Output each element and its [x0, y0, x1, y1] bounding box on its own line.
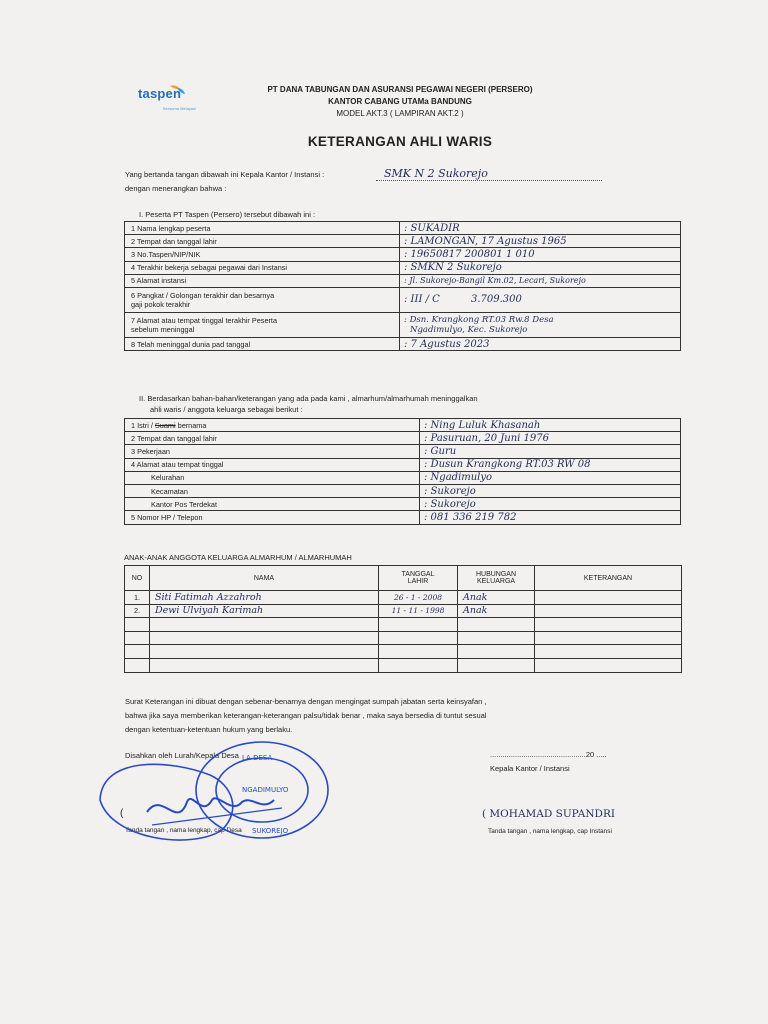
cell-no: 2. [125, 604, 150, 618]
cell-keterangan [535, 604, 682, 618]
row-label: 4 Alamat atau tempat tinggal [125, 458, 420, 471]
row-label [125, 312, 400, 337]
cell-tanggal: 11 - 11 - 1998 [379, 604, 458, 618]
closing-line-2: bahwa jika saya memberikan keterangan-keterangan palsu/tidak benar , maka saya bersedia di tuntut sesual [125, 711, 487, 720]
cell-no [125, 658, 150, 672]
svg-text:SUKOREJO: SUKOREJO [252, 827, 289, 835]
cell-hubungan: Anak [458, 604, 535, 618]
cell-tanggal: 26 - 1 - 2008 [379, 591, 458, 605]
label-prefix: 1 Istri / [131, 420, 155, 430]
right-sign-caption: Kepala Kantor / Instansi [490, 764, 570, 773]
svg-text:LA DESA: LA DESA [242, 754, 273, 762]
row-value: : SUKADIR [400, 222, 681, 235]
row-label: 1 Nama lengkap peserta [125, 222, 400, 235]
row-label-line1: 7 Alamat atau tempat tinggal terakhir Peserta [131, 315, 278, 325]
row-value: : LAMONGAN, 17 Agustus 1965 [400, 235, 681, 248]
row-label-line1: 6 Pangkat / Golongan terakhir dan besarnya [131, 290, 275, 300]
row-value: : Ning Luluk Khasanah [420, 419, 681, 432]
table-row [125, 645, 682, 659]
cell-keterangan [535, 618, 682, 632]
deceased-table [124, 221, 681, 351]
logo-tagline: Bersama Melayani [163, 106, 197, 111]
address-line1: : Dsn. Krangkong RT.03 Rw.8 Desa [404, 314, 554, 325]
row-value: : 19650817 200801 1 010 [400, 248, 681, 261]
cell-nama: Dewi Ulviyah Karimah [150, 604, 379, 618]
instansi-value: SMK N 2 Sukorejo [384, 167, 488, 180]
row-value: : Jl. Sukorejo-Bangil Km.02, Lecari, Sukorejo [400, 274, 681, 287]
intro-line-2: dengan menerangkan bahwa : [125, 184, 227, 193]
cell-keterangan [535, 658, 682, 672]
row-value: : SMKN 2 Sukorejo [400, 261, 681, 274]
cell-hubungan [458, 631, 535, 645]
cell-nama: Siti Fatimah Azzahroh [150, 591, 379, 605]
children-table [124, 565, 682, 673]
col-hubungan-2: KELUARGA [476, 578, 516, 585]
row-value [400, 287, 681, 312]
cell-tanggal [379, 658, 458, 672]
left-sign-paren: ( [120, 808, 124, 819]
closing-line-1: Surat Keterangan ini dibuat dengan sebenar-benarnya dengan mengingat sumpah jabatan serta keinsyafan , [125, 697, 487, 706]
row-label: Kantor Pos Terdekat [125, 498, 420, 511]
left-sign-caption: Disahkan oleh Lurah/Kepala Desa [125, 751, 239, 760]
section-2-heading: II. Berdasarkan bahan-bahan/keterangan yang ada pada kami , almarhum/almarhumah meninggalkan [139, 394, 478, 403]
cell-keterangan [535, 591, 682, 605]
cell-nama [150, 658, 379, 672]
row-value: : Sukorejo [420, 498, 681, 511]
table-row [125, 631, 682, 645]
row-label [125, 287, 400, 312]
row-label: 2 Tempat dan tanggal lahir [125, 235, 400, 248]
row-label: 5 Nomor HP / Telepon [125, 511, 420, 524]
table-row [125, 604, 682, 618]
label-struck: Suami [154, 420, 176, 430]
cell-no [125, 631, 150, 645]
row-label: 3 No.Taspen/NIP/NIK [125, 248, 400, 261]
cell-keterangan [535, 645, 682, 659]
document-title: KETERANGAN AHLI WARIS [307, 134, 493, 149]
left-sign-subcaption: Tanda tangan , nama lengkap, cap Desa [125, 827, 242, 834]
row-label: 2 Tempat dan tanggal lahir [125, 432, 420, 445]
row-label-line2: sebelum meninggal [131, 324, 195, 334]
col-nama: NAMA [150, 566, 379, 591]
section-2-heading-2: ahli waris / anggota keluarga sebagai berikut : [150, 405, 303, 414]
row-label-line2: gaji pokok terakhir [131, 299, 191, 309]
cell-nama [150, 631, 379, 645]
branch-office: KANTOR CABANG UTAMa BANDUNG [328, 97, 472, 106]
salary-value: 3.709.300 [470, 294, 522, 306]
cell-no [125, 618, 150, 632]
form-model: MODEL AKT.3 ( LAMPIRAN AKT.2 ) [336, 109, 464, 118]
col-keterangan: KETERANGAN [535, 566, 682, 591]
col-no: NO [125, 566, 150, 591]
row-label: 5 Alamat instansi [125, 274, 400, 287]
row-label: Kecamatan [125, 484, 420, 497]
row-value: : Sukorejo [420, 484, 681, 497]
cell-hubungan: Anak [458, 591, 535, 605]
cell-hubungan [458, 645, 535, 659]
right-date-line: ..............................................20 ..... [490, 750, 607, 759]
row-value: : Ngadimulyo [420, 471, 681, 484]
cell-hubungan [458, 658, 535, 672]
logo-text: taspen [138, 86, 182, 101]
intro-line: Yang bertanda tangan dibawah ini Kepala Kantor / Instansi : [125, 170, 325, 179]
heir-table [124, 418, 681, 525]
address-line2: Ngadimulyo, Kec. Sukorejo [410, 324, 528, 335]
cell-no [125, 645, 150, 659]
row-value [400, 312, 681, 337]
row-label: 3 Pekerjaan [125, 445, 420, 458]
right-sign-name: ( MOHAMAD SUPANDRI [482, 808, 616, 820]
row-value: : Dusun Krangkong RT.03 RW 08 [420, 458, 681, 471]
row-label [125, 419, 420, 432]
col-hubungan [458, 566, 535, 591]
cell-tanggal [379, 645, 458, 659]
children-heading: ANAK-ANAK ANGGOTA KELUARGA ALMARHUM / ALMARHUMAH [124, 553, 352, 562]
cell-keterangan [535, 631, 682, 645]
label-suffix: bernama [175, 420, 207, 430]
cell-no: 1. [125, 591, 150, 605]
village-stamp [92, 740, 377, 850]
right-sign-subcaption: Tanda tangan , nama lengkap, cap Instansi [488, 828, 612, 835]
table-row [125, 658, 682, 672]
instansi-field [376, 164, 602, 181]
col-tanggal [379, 566, 458, 591]
row-value: : 081 336 219 782 [420, 511, 681, 524]
row-label: Kelurahan [125, 471, 420, 484]
row-label: 4 Terakhir bekerja sebagai pegawai dari Instansi [125, 261, 400, 274]
cell-nama [150, 618, 379, 632]
table-row [125, 591, 682, 605]
cell-nama [150, 645, 379, 659]
row-value: : Guru [420, 445, 681, 458]
table-row [125, 618, 682, 632]
closing-line-3: dengan ketentuan-ketentuan hukum yang berlaku. [125, 725, 293, 734]
cell-tanggal [379, 618, 458, 632]
cell-hubungan [458, 618, 535, 632]
svg-text:NGADIMULYO: NGADIMULYO [242, 786, 289, 794]
row-value: : Pasuruan, 20 Juni 1976 [420, 432, 681, 445]
col-hubungan-1: HUBUNGAN [475, 571, 517, 578]
golongan-value: : III / C [404, 294, 440, 306]
row-label: 8 Telah meninggal dunia pad tanggal [125, 337, 400, 350]
col-tanggal-1: TANGGAL [401, 571, 435, 578]
cell-tanggal [379, 631, 458, 645]
col-tanggal-2: LAHIR [407, 578, 429, 585]
section-1-heading: I. Peserta PT Taspen (Persero) tersebut dibawah ini : [139, 210, 316, 219]
row-value: : 7 Agustus 2023 [400, 337, 681, 350]
company-name: PT DANA TABUNGAN DAN ASURANSI PEGAWAI NEGERI (PERSERO) [267, 85, 533, 94]
